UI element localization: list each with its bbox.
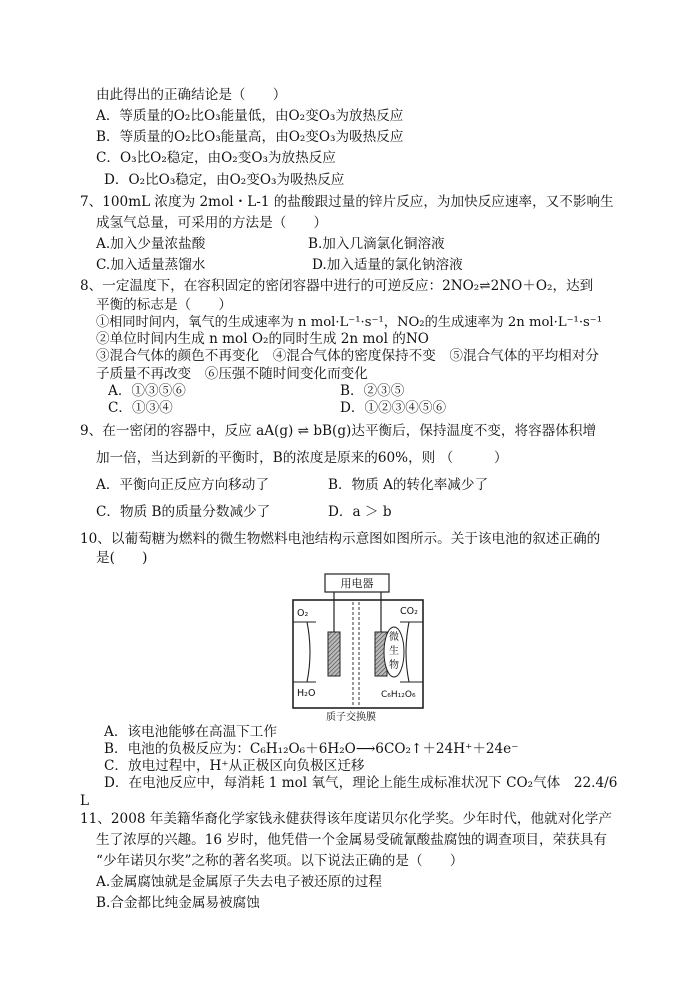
membrane-label: 质子交换膜 bbox=[326, 712, 376, 723]
q11-stem-line1: 11、2008 年美籍华裔化学家钱永健获得该年度诺贝尔化学奖。少年时代，他就对化学产 bbox=[80, 811, 612, 827]
q8-condition-4: 子质量不再改变 ⑥压强不随时间变化而变化 bbox=[96, 366, 368, 382]
fuel-cell-diagram bbox=[283, 566, 433, 724]
glucose-label: C₆H₁₂O₆ bbox=[381, 690, 416, 700]
q7-option-c: C.加入适量蒸馏水 bbox=[96, 257, 206, 273]
h2o-label: H₂O bbox=[297, 688, 316, 699]
q6-option-b: B．等质量的O₂比O₃能量高，由O₂变O₃为吸热反应 bbox=[96, 129, 404, 145]
q10-option-d-line2: L bbox=[80, 793, 90, 809]
left-flow-arc bbox=[293, 622, 310, 682]
q10-option-a: A．该电池能够在高温下工作 bbox=[104, 724, 277, 740]
q9-option-b: B．物质 A的转化率减少了 bbox=[328, 477, 489, 493]
q7-option-a: A.加入少量浓盐酸 bbox=[96, 236, 206, 252]
q7-stem-line1: 7、100mL 浓度为 2mol・L-1 的盐酸跟过量的锌片反应，为加快反应速率，又不影响生 bbox=[80, 194, 614, 210]
q10-stem-line2: 是( ) bbox=[96, 550, 148, 566]
q10-option-c: C．放电过程中，H⁺从正极区向负极区迁移 bbox=[104, 758, 365, 774]
q8-option-c: C．①③④ bbox=[108, 400, 173, 416]
q10-option-d-line1: D．在电池反应中，每消耗 1 mol 氧气，理论上能生成标准状况下 CO₂气体 22.4/6 bbox=[104, 775, 618, 791]
microbe-char-3: 物 bbox=[389, 660, 399, 671]
load-device-label: 用电器 bbox=[340, 577, 374, 590]
q8-option-d: D．①②③④⑤⑥ bbox=[340, 400, 447, 416]
q8-stem-line2: 平衡的标志是（ ） bbox=[96, 297, 232, 313]
q6-option-c: C．O₃比O₂稳定，由O₂变O₃为放热反应 bbox=[96, 150, 336, 166]
q9-option-d: D．a ＞ b bbox=[328, 504, 392, 520]
q9-option-a: A．平衡向正反应方向移动了 bbox=[96, 477, 269, 493]
cathode-electrode bbox=[328, 632, 340, 676]
q8-condition-3: ③混合气体的颜色不再变化 ④混合气体的密度保持不变 ⑤混合气体的平均相对分 bbox=[96, 348, 599, 364]
q11-stem-line2: 生了浓厚的兴趣。16 岁时，他凭借一个金属易受硫氰酸盐腐蚀的调查项目，荣获具有 bbox=[96, 832, 607, 848]
right-flow-arc bbox=[406, 622, 423, 682]
o2-label: O₂ bbox=[297, 608, 309, 619]
q9-option-c: C．物质 B的质量分数减少了 bbox=[96, 504, 271, 520]
q7-option-d: D.加入适量的氯化钠溶液 bbox=[312, 257, 463, 273]
co2-label: CO₂ bbox=[400, 606, 418, 617]
q8-condition-2: ②单位时间内生成 n mol O₂的同时生成 2n mol 的NO bbox=[96, 331, 429, 347]
q6-stem: 由此得出的正确结论是（ ） bbox=[96, 87, 287, 103]
microbe-char-2: 生 bbox=[389, 646, 399, 657]
q9-stem-line1: 9、在一密闭的容器中，反应 aA(g) ⇌ bB(g)达平衡后，保持温度不变，将容器体积增 bbox=[80, 423, 597, 439]
q10-stem-line1: 10、以葡萄糖为燃料的微生物燃料电池结构示意图如图所示。关于该电池的叙述正确的 bbox=[80, 531, 601, 547]
q10-option-b: B．电池的负极反应为：C₆H₁₂O₆＋6H₂O⟶6CO₂↑＋24H⁺＋24e⁻ bbox=[104, 741, 519, 757]
q7-option-b: B.加入几滴氯化铜溶液 bbox=[308, 236, 445, 252]
q8-condition-1: ①相同时间内，氧气的生成速率为 n mol·L⁻¹·s⁻¹，NO₂的生成速率为 2n mol·L⁻¹·s⁻¹ bbox=[96, 315, 603, 330]
q11-option-a: A.金属腐蚀就是金属原子失去电子被还原的过程 bbox=[96, 874, 383, 890]
microbe-char-1: 微 bbox=[389, 632, 399, 643]
q8-option-a: A．①③⑤⑥ bbox=[108, 383, 186, 399]
q6-option-d: D．O₂比O₃稳定，由O₂变O₃为吸热反应 bbox=[104, 172, 345, 188]
q11-option-b: B.合金都比纯金属易被腐蚀 bbox=[96, 895, 260, 911]
q6-option-a: A．等质量的O₂比O₃能量低，由O₂变O₃为放热反应 bbox=[96, 108, 404, 124]
q7-stem-line2: 成氢气总量，可采用的方法是（ ） bbox=[96, 215, 328, 231]
q9-stem-line2: 加一倍，当达到新的平衡时，B的浓度是原来的60%，则 （ ） bbox=[96, 450, 508, 466]
q8-option-b: B．②③⑤ bbox=[340, 383, 405, 399]
q11-stem-line3: “少年诺贝尔奖”之称的著名奖项。以下说法正确的是（ ） bbox=[96, 853, 464, 869]
q8-stem-line1: 8、一定温度下，在容积固定的密闭容器中进行的可逆反应：2NO₂⇌2NO＋O₂，达到 bbox=[80, 278, 594, 294]
